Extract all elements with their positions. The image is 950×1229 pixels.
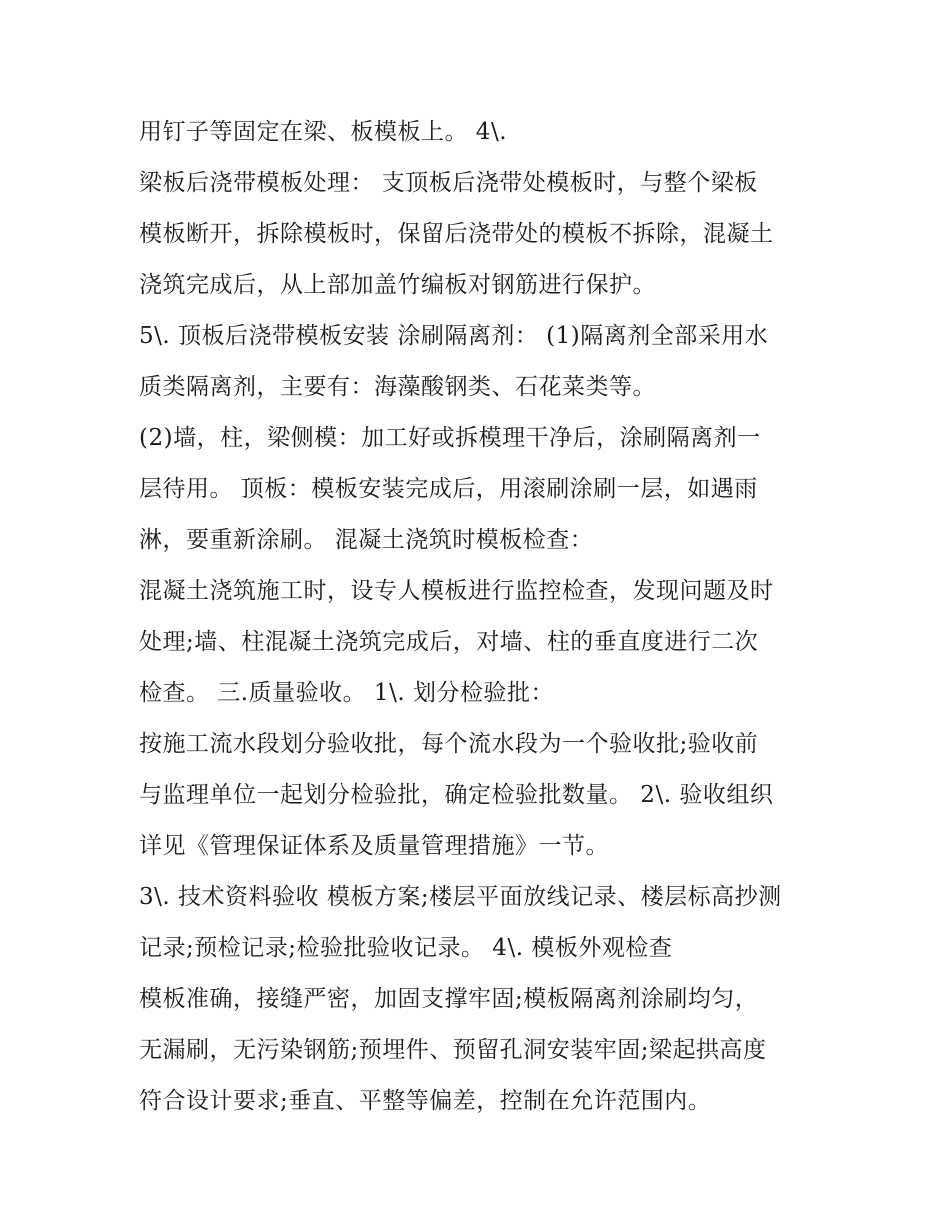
text-line-11: 处理;墙、柱混凝土浇筑完成后，对墙、柱的垂直度进行二次	[139, 629, 759, 655]
text-line-10: 混凝土浇筑施工时，设专人模板进行监控检查，发现问题及时	[139, 578, 774, 604]
text-line-15: 详见《管理保证体系及质量管理措施》一节。	[139, 833, 609, 859]
text-line-8: 层待用。 顶板：模板安装完成后，用滚刷涂刷一层，如遇雨	[139, 476, 758, 502]
text-line-16: 3\. 技术资料验收 模板方案;楼层平面放线记录、楼层标高抄测	[139, 884, 782, 910]
text-line-3: 模板断开，拆除模板时，保留后浇带处的模板不拆除，混凝土	[139, 221, 774, 247]
text-line-12: 检查。 三.质量验收。 1\. 划分检验批：	[139, 680, 554, 706]
text-line-5: 5\. 顶板后浇带模板安装 涂刷隔离剂： (1)隔离剂全部采用水	[139, 323, 769, 349]
text-line-17: 记录;预检记录;检验批验收记录。 4\. 模板外观检查	[139, 935, 673, 961]
text-line-2: 梁板后浇带模板处理： 支顶板后浇带处模板时，与整个梁板	[139, 170, 758, 196]
text-line-18: 模板准确，接缝严密，加固支撑牢固;模板隔离剂涂刷均匀，	[139, 986, 759, 1012]
text-line-7: (2)墙，柱，梁侧模：加工好或拆模理干净后，涂刷隔离剂一	[139, 425, 761, 451]
text-line-19: 无漏刷，无污染钢筋;预埋件、预留孔洞安装牢固;梁起拱高度	[139, 1037, 767, 1063]
text-line-1: 用钉子等固定在梁、板模板上。 4\.	[139, 119, 508, 145]
text-line-13: 按施工流水段划分验收批，每个流水段为一个验收批;验收前	[139, 731, 759, 757]
text-line-14: 与监理单位一起划分检验批，确定检验批数量。 2\. 验收组织	[139, 782, 774, 808]
text-line-4: 浇筑完成后，从上部加盖竹编板对钢筋进行保护。	[139, 272, 656, 298]
document-body	[139, 107, 839, 1127]
text-line-9: 淋，要重新涂刷。 混凝土浇筑时模板检查：	[139, 527, 594, 553]
text-line-6: 质类隔离剂，主要有：海藻酸钢类、石花菜类等。	[139, 374, 656, 400]
text-line-20: 符合设计要求;垂直、平整等偏差，控制在允许范围内。	[139, 1088, 712, 1114]
